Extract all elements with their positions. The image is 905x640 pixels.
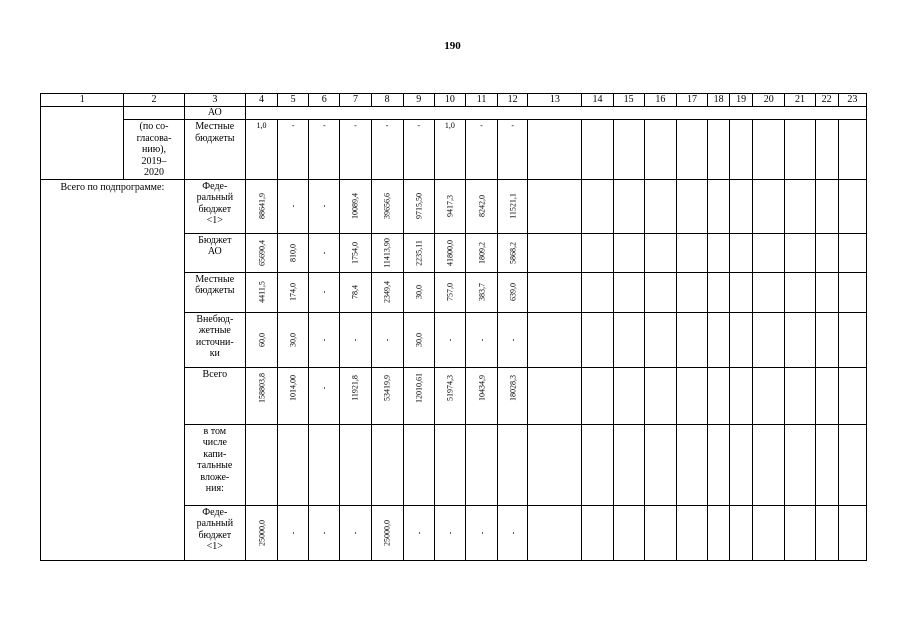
empty-cell — [41, 107, 124, 180]
value-text: - — [319, 338, 329, 341]
empty-cell — [708, 179, 730, 233]
value-text: 78,4 — [350, 285, 360, 299]
value-text: 11921,8 — [350, 374, 360, 401]
empty-cell — [582, 367, 613, 424]
empty-cell — [730, 505, 753, 560]
value-text: - — [508, 338, 518, 341]
value-cell — [403, 312, 434, 367]
value-cell — [309, 233, 340, 272]
source-label: Феде- ральный бюджет <1> — [184, 505, 245, 560]
empty-cell — [753, 424, 785, 505]
empty-cell — [528, 424, 582, 505]
value-text: - — [319, 251, 329, 254]
empty-cell — [676, 233, 707, 272]
empty-cell — [838, 312, 866, 367]
value-text: 9417,3 — [445, 195, 455, 217]
value-text: 53419,9 — [382, 374, 392, 401]
empty-cell — [124, 107, 184, 120]
empty-cell — [785, 367, 815, 424]
value-cell — [371, 312, 403, 367]
empty-cell — [730, 424, 753, 505]
value-text: 41800,0 — [445, 239, 455, 266]
empty-cell — [785, 179, 815, 233]
value-cell — [465, 272, 497, 312]
column-header: 20 — [753, 94, 785, 107]
value-text: - — [414, 531, 424, 534]
empty-cell — [815, 312, 838, 367]
value-cell — [465, 505, 497, 560]
column-header: 8 — [371, 94, 403, 107]
value-cell — [309, 505, 340, 560]
value-cell — [278, 312, 309, 367]
value-cell — [498, 312, 528, 367]
value-text: 60,0 — [256, 332, 266, 347]
value-text: 5868,2 — [508, 241, 518, 264]
value-text: 25000,0 — [382, 519, 392, 546]
page-number: 190 — [444, 40, 461, 52]
source-label: Местные бюджеты — [184, 272, 245, 312]
value-text: 810,0 — [288, 243, 298, 262]
column-header: 5 — [278, 94, 309, 107]
empty-cell — [528, 179, 582, 233]
value-cell: - — [278, 120, 309, 180]
empty-cell — [785, 120, 815, 180]
value-cell — [434, 272, 465, 312]
value-cell — [245, 312, 277, 367]
empty-cell — [613, 424, 644, 505]
value-cell: - — [498, 120, 528, 180]
value-text: - — [319, 386, 329, 389]
value-text: - — [350, 531, 360, 534]
empty-cell — [785, 424, 815, 505]
value-cell — [434, 179, 465, 233]
value-cell — [371, 233, 403, 272]
empty-cell — [644, 179, 676, 233]
column-header: 19 — [730, 94, 753, 107]
value-cell — [498, 367, 528, 424]
source-label: Внебюд- жетные источни- ки — [184, 312, 245, 367]
value-text: 2349,4 — [382, 281, 392, 303]
empty-cell — [785, 233, 815, 272]
value-text: 1809,2 — [476, 241, 486, 264]
value-cell — [245, 424, 277, 505]
empty-cell — [838, 272, 866, 312]
value-cell — [245, 367, 277, 424]
empty-cell — [815, 424, 838, 505]
empty-cell — [245, 107, 866, 120]
value-cell: - — [403, 120, 434, 180]
column-header: 10 — [434, 94, 465, 107]
empty-cell — [613, 367, 644, 424]
value-text: 1014,00 — [288, 374, 298, 401]
empty-cell — [785, 505, 815, 560]
empty-cell — [838, 233, 866, 272]
value-cell — [465, 312, 497, 367]
empty-cell — [753, 367, 785, 424]
value-text: 8242,0 — [476, 195, 486, 217]
empty-cell — [582, 179, 613, 233]
empty-cell — [676, 505, 707, 560]
empty-cell — [753, 120, 785, 180]
empty-cell — [815, 272, 838, 312]
value-text: 30,0 — [414, 332, 424, 347]
column-header: 1 — [41, 94, 124, 107]
column-header: 4 — [245, 94, 277, 107]
value-cell — [278, 424, 309, 505]
value-cell: 1,0 — [245, 120, 277, 180]
value-text: 12010,61 — [414, 372, 424, 403]
source-label: Бюджет АО — [184, 233, 245, 272]
source-label: Феде- ральный бюджет <1> — [184, 179, 245, 233]
column-header: 23 — [838, 94, 866, 107]
empty-cell — [613, 179, 644, 233]
empty-cell — [528, 367, 582, 424]
column-header: 13 — [528, 94, 582, 107]
empty-cell — [644, 505, 676, 560]
empty-cell — [613, 120, 644, 180]
value-cell: - — [465, 120, 497, 180]
value-text: 39656,6 — [382, 193, 392, 219]
value-cell — [498, 272, 528, 312]
value-cell — [340, 424, 371, 505]
value-text: 383,7 — [476, 283, 486, 301]
value-text: - — [382, 338, 392, 341]
value-cell — [403, 367, 434, 424]
source-label: Всего — [184, 367, 245, 424]
empty-cell — [582, 424, 613, 505]
empty-cell — [613, 312, 644, 367]
empty-cell — [644, 120, 676, 180]
value-cell — [245, 272, 277, 312]
empty-cell — [582, 120, 613, 180]
value-cell — [465, 179, 497, 233]
empty-cell — [753, 272, 785, 312]
subprogram-total-label: Всего по подпрограмме: — [41, 179, 185, 560]
value-text: - — [445, 338, 455, 341]
empty-cell — [644, 367, 676, 424]
value-text: 639,0 — [508, 283, 518, 301]
value-cell — [278, 233, 309, 272]
column-header: 2 — [124, 94, 184, 107]
value-cell — [340, 505, 371, 560]
empty-cell — [815, 233, 838, 272]
value-cell — [371, 272, 403, 312]
ao-row — [41, 107, 867, 120]
value-text: - — [319, 531, 329, 534]
column-header: 16 — [644, 94, 676, 107]
empty-cell — [613, 505, 644, 560]
empty-cell — [676, 424, 707, 505]
empty-cell — [644, 233, 676, 272]
value-cell — [340, 312, 371, 367]
value-cell — [245, 233, 277, 272]
empty-cell — [582, 505, 613, 560]
value-text: 10434,9 — [476, 374, 486, 401]
empty-cell — [838, 367, 866, 424]
value-cell — [465, 424, 497, 505]
empty-cell — [730, 233, 753, 272]
value-cell — [309, 179, 340, 233]
empty-cell — [644, 424, 676, 505]
column-header: 18 — [708, 94, 730, 107]
value-cell — [340, 272, 371, 312]
value-text: 2235,11 — [414, 239, 424, 266]
value-cell — [278, 367, 309, 424]
empty-cell — [644, 272, 676, 312]
value-cell — [309, 312, 340, 367]
empty-cell — [528, 312, 582, 367]
empty-cell — [708, 272, 730, 312]
value-cell — [403, 505, 434, 560]
empty-cell — [676, 120, 707, 180]
value-cell — [403, 179, 434, 233]
empty-cell — [838, 179, 866, 233]
empty-cell — [785, 312, 815, 367]
value-cell — [498, 233, 528, 272]
empty-cell — [730, 312, 753, 367]
empty-cell — [730, 272, 753, 312]
header-row — [41, 94, 867, 107]
value-text: 30,0 — [414, 285, 424, 299]
value-cell — [309, 424, 340, 505]
value-cell — [245, 179, 277, 233]
empty-cell — [838, 120, 866, 180]
continuation-row — [41, 120, 867, 180]
ao-label: АО — [184, 107, 245, 120]
value-cell — [403, 424, 434, 505]
empty-cell — [753, 312, 785, 367]
column-header: 12 — [498, 94, 528, 107]
value-text: - — [476, 338, 486, 341]
value-cell — [434, 312, 465, 367]
value-cell — [498, 179, 528, 233]
value-cell — [309, 367, 340, 424]
value-text: - — [319, 204, 329, 208]
empty-cell — [815, 505, 838, 560]
column-header: 22 — [815, 94, 838, 107]
empty-cell — [676, 367, 707, 424]
value-text: 11521,1 — [508, 193, 518, 219]
value-cell — [371, 367, 403, 424]
column-header: 11 — [465, 94, 497, 107]
empty-cell — [708, 120, 730, 180]
empty-cell — [815, 367, 838, 424]
empty-cell — [676, 312, 707, 367]
empty-cell — [730, 179, 753, 233]
empty-cell — [676, 272, 707, 312]
source-label: в том числе капи- тальные вложе- ния: — [184, 424, 245, 505]
value-text: 10089,4 — [350, 193, 360, 219]
value-cell — [278, 272, 309, 312]
value-text: - — [319, 290, 329, 294]
value-cell — [465, 233, 497, 272]
value-cell — [278, 179, 309, 233]
empty-cell — [582, 233, 613, 272]
value-text: - — [476, 531, 486, 534]
column-header: 3 — [184, 94, 245, 107]
value-cell: - — [340, 120, 371, 180]
budget-table — [40, 93, 867, 561]
value-text: - — [350, 338, 360, 341]
empty-cell — [644, 312, 676, 367]
value-cell — [371, 179, 403, 233]
value-cell — [371, 424, 403, 505]
value-text: 30,0 — [288, 332, 298, 347]
column-header: 17 — [676, 94, 707, 107]
empty-cell — [838, 505, 866, 560]
empty-cell — [730, 367, 753, 424]
value-cell — [403, 233, 434, 272]
column-header: 14 — [582, 94, 613, 107]
value-text: 757,0 — [445, 283, 455, 301]
value-cell — [371, 505, 403, 560]
empty-cell — [676, 179, 707, 233]
empty-cell — [582, 272, 613, 312]
value-text: 88641,9 — [256, 193, 266, 219]
empty-cell — [785, 272, 815, 312]
value-text: 11413,90 — [382, 237, 392, 268]
column-header: 21 — [785, 94, 815, 107]
value-cell: 1,0 — [434, 120, 465, 180]
agreement-note: (по со- гласова- нию), 2019– 2020 — [124, 120, 184, 180]
empty-cell — [708, 312, 730, 367]
empty-cell — [528, 505, 582, 560]
empty-cell — [815, 120, 838, 180]
value-cell — [340, 233, 371, 272]
column-header: 7 — [340, 94, 371, 107]
value-text: 158803,8 — [256, 372, 266, 403]
value-cell — [434, 505, 465, 560]
value-cell — [434, 367, 465, 424]
empty-cell — [613, 272, 644, 312]
value-text: 65690,4 — [256, 239, 266, 266]
empty-cell — [753, 179, 785, 233]
value-text: - — [445, 531, 455, 534]
value-cell — [465, 367, 497, 424]
empty-cell — [708, 233, 730, 272]
empty-cell — [753, 233, 785, 272]
empty-cell — [613, 233, 644, 272]
column-header: 6 — [309, 94, 340, 107]
empty-cell — [753, 505, 785, 560]
empty-cell — [730, 120, 753, 180]
value-cell — [245, 505, 277, 560]
empty-cell — [708, 424, 730, 505]
value-text: 9715,50 — [414, 193, 424, 219]
value-cell — [309, 272, 340, 312]
value-text: 4411,5 — [256, 281, 266, 303]
value-cell — [498, 505, 528, 560]
value-text: 51974,3 — [445, 374, 455, 401]
source-label: Местные бюджеты — [184, 120, 245, 180]
empty-cell — [582, 312, 613, 367]
empty-cell — [528, 233, 582, 272]
empty-cell — [815, 179, 838, 233]
column-header: 9 — [403, 94, 434, 107]
value-text: - — [508, 531, 518, 534]
value-text: 25000,0 — [256, 519, 266, 546]
empty-cell — [838, 424, 866, 505]
value-cell — [278, 505, 309, 560]
value-cell — [340, 179, 371, 233]
total-row — [41, 179, 867, 233]
value-cell: - — [309, 120, 340, 180]
value-cell — [434, 424, 465, 505]
empty-cell — [708, 367, 730, 424]
empty-cell — [708, 505, 730, 560]
value-cell — [434, 233, 465, 272]
value-text: - — [288, 531, 298, 534]
value-cell: - — [371, 120, 403, 180]
value-text: 1754,0 — [350, 241, 360, 264]
empty-cell — [528, 272, 582, 312]
value-cell — [498, 424, 528, 505]
value-cell — [340, 367, 371, 424]
value-text: 18028,3 — [508, 374, 518, 401]
column-header: 15 — [613, 94, 644, 107]
empty-cell — [528, 120, 582, 180]
value-text: - — [288, 204, 298, 208]
value-cell — [403, 272, 434, 312]
value-text: 174,0 — [288, 283, 298, 301]
